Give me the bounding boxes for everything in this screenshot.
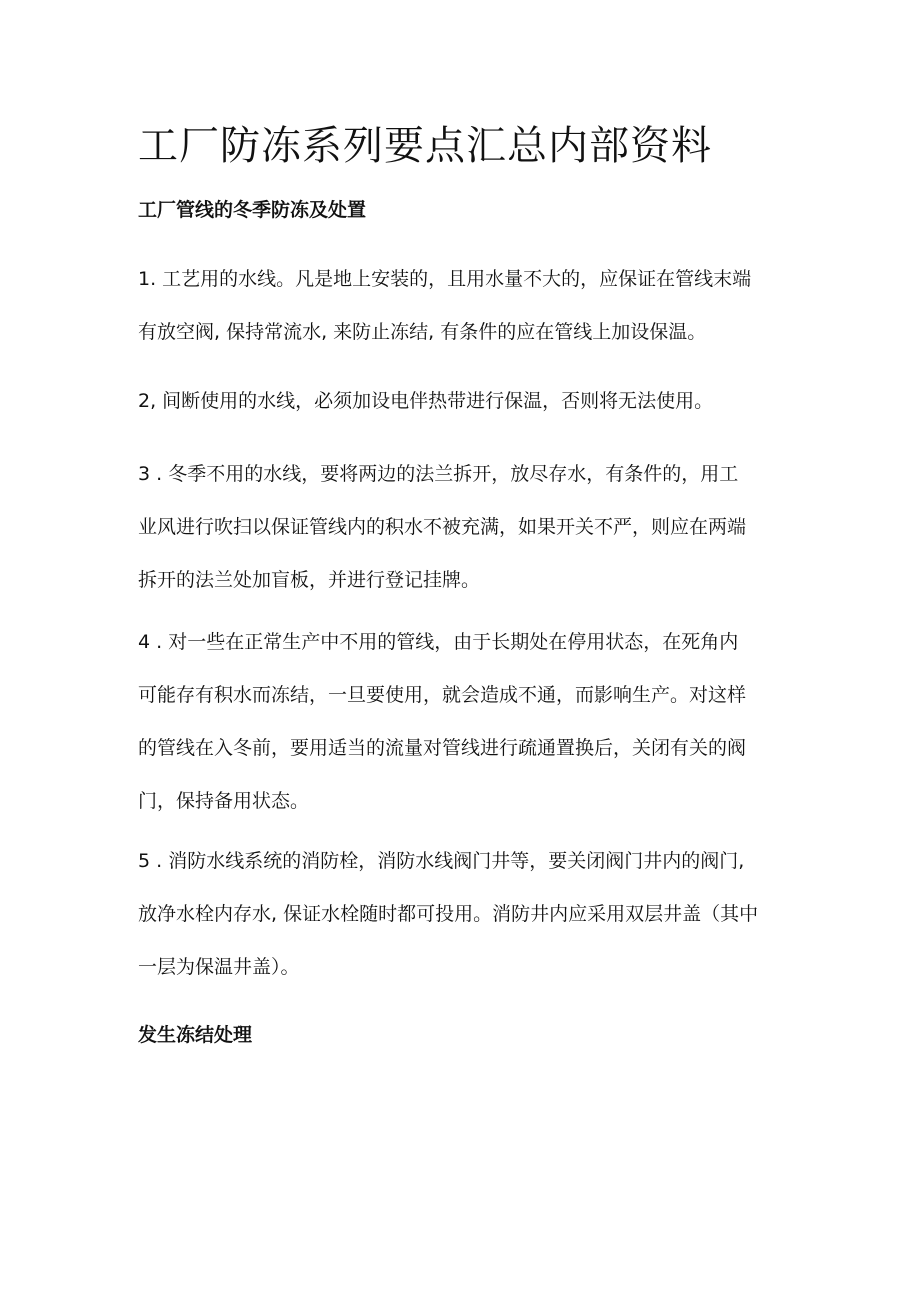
document-title: 工厂防冻系列要点汇总内部资料 bbox=[138, 123, 712, 169]
paragraph-line: 业风进行吹扫以保证管线内的积水不被充满，如果开关不严，则应在两端 bbox=[138, 516, 747, 538]
paragraph-line: 可能存有积水而冻结，一旦要使用，就会造成不通，而影响生产。对这样 bbox=[138, 684, 747, 706]
paragraph-line: 3 . 冬季不用的水线，要将两边的法兰拆开，放尽存水，有条件的，用工 bbox=[138, 463, 739, 485]
paragraph-line: 1. 工艺用的水线。凡是地上安装的，且用水量不大的，应保证在管线末端 bbox=[138, 268, 752, 290]
paragraph-line: 门，保持备用状态。 bbox=[138, 790, 310, 812]
paragraph-line: 一层为保温井盖）。 bbox=[138, 956, 300, 978]
paragraph-1 bbox=[138, 253, 788, 359]
paragraph-4 bbox=[138, 616, 788, 828]
paragraph-line: 的管线在入冬前，要用适当的流量对管线进行疏通置换后，关闭有关的阀 bbox=[138, 737, 747, 759]
paragraph-line: 4 . 对一些在正常生产中不用的管线，由于长期处在停用状态，在死角内 bbox=[138, 631, 739, 653]
paragraph-line: 2, 间断使用的水线，必须加设电伴热带进行保温，否则将无法使用。 bbox=[138, 390, 714, 412]
section-heading-winter-protection: 工厂管线的冬季防冻及处置 bbox=[138, 199, 367, 221]
paragraph-3 bbox=[138, 448, 788, 607]
paragraph-line: 有放空阀, 保持常流水, 来防止冻结, 有条件的应在管线上加设保温。 bbox=[138, 321, 707, 343]
paragraph-line: 5 . 消防水线系统的消防栓，消防水线阀门井等，要关闭阀门井内的阀门, bbox=[138, 850, 745, 872]
paragraph-line: 放净水栓内存水, 保证水栓随时都可投用。消防井内应采用双层井盖（其中 bbox=[138, 903, 759, 925]
paragraph-5 bbox=[138, 835, 788, 994]
paragraph-2 bbox=[138, 375, 788, 428]
section-heading-freeze-handling: 发生冻结处理 bbox=[138, 1024, 253, 1046]
paragraph-line: 拆开的法兰处加盲板，并进行登记挂牌。 bbox=[138, 569, 481, 591]
